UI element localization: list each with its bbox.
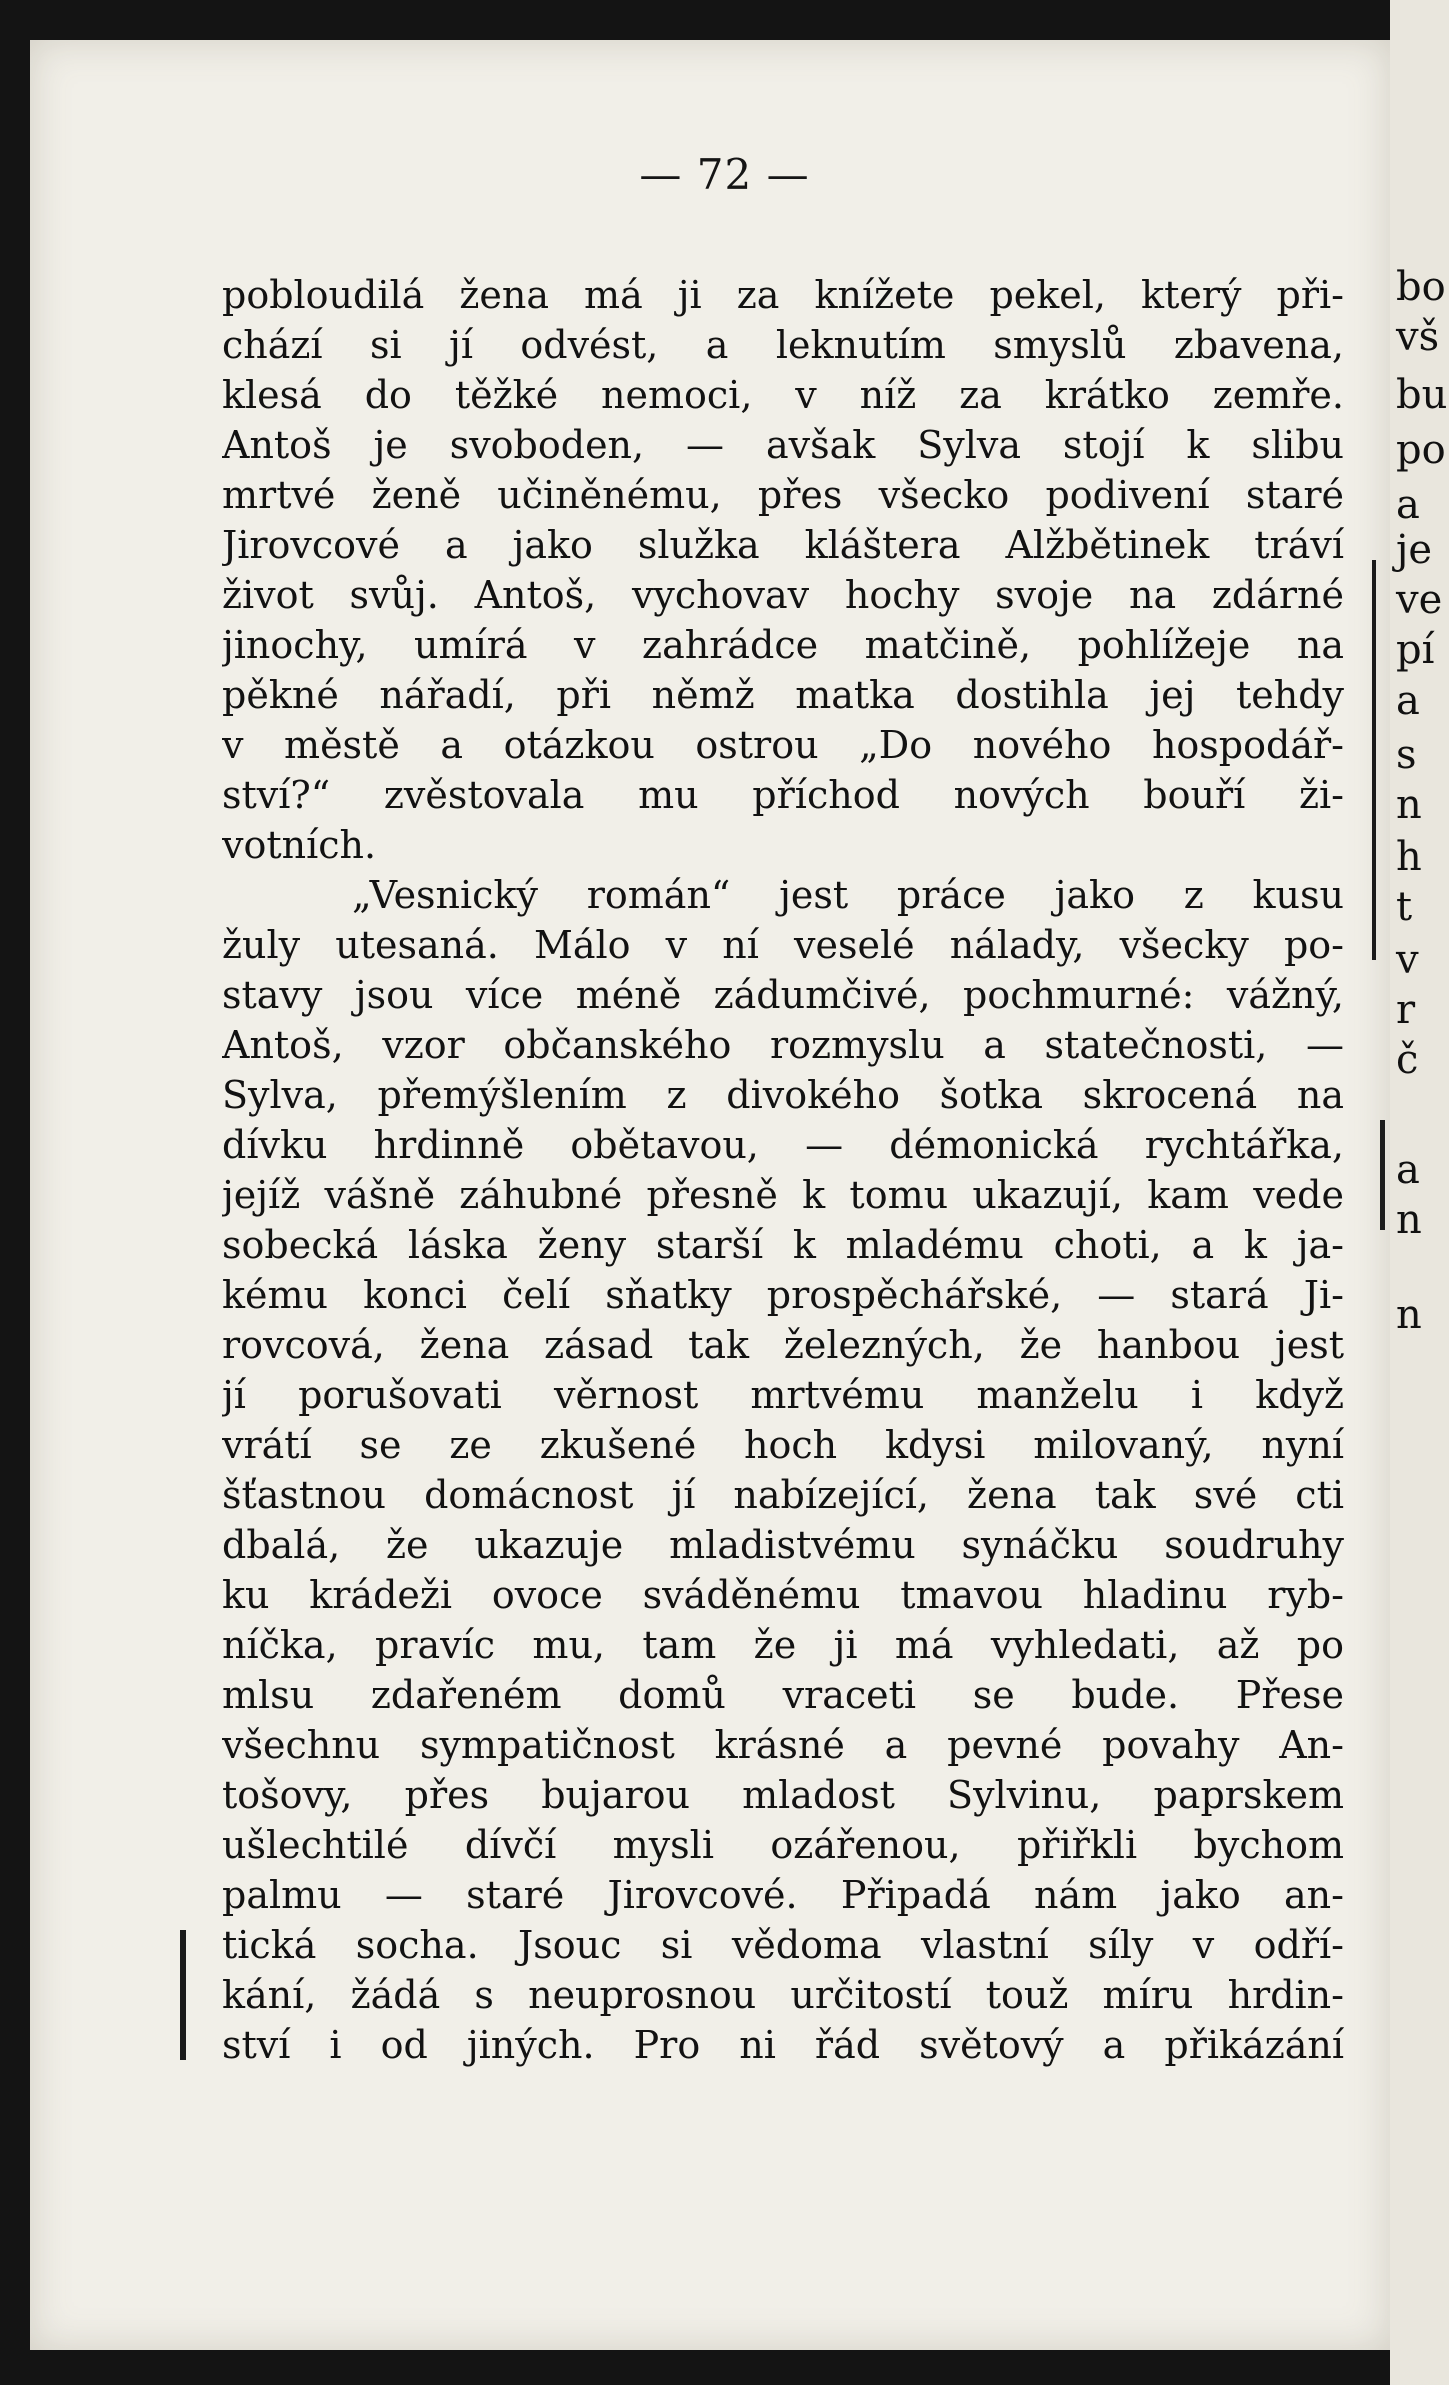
text-line: jinochy, umírá v zahrádce matčině, pohlížeje na xyxy=(222,623,1344,667)
text-line: Jirovcové a jako služka kláštera Alžbětinek tráví xyxy=(222,523,1344,567)
next-page-fragment: h xyxy=(1396,834,1422,880)
text-line: šťastnou domácnost jí nabízející, žena tak své cti xyxy=(222,1473,1344,1517)
margin-smudge xyxy=(180,1930,186,2060)
text-line: dbalá, že ukazuje mladistvému synáčku soudruhy xyxy=(222,1523,1344,1567)
text-line: dívku hrdinně obětavou, — démonická rychtářka, xyxy=(222,1123,1344,1167)
body-text xyxy=(222,270,1344,2070)
next-page-fragment: č xyxy=(1396,1037,1419,1083)
text-line: rovcová, žena zásad tak železných, že hanbou jest xyxy=(222,1323,1344,1367)
text-line: ství i od jiných. Pro ni řád světový a přikázání xyxy=(222,2023,1344,2067)
next-page-fragment: ve xyxy=(1396,577,1443,623)
text-line: žuly utesaná. Málo v ní veselé nálady, všecky po- xyxy=(222,923,1344,967)
next-page-fragment: bu xyxy=(1396,372,1448,418)
text-line: Antoš je svoboden, — avšak Sylva stojí k slibu xyxy=(222,423,1344,467)
text-line: chází si jí odvést, a leknutím smyslů zbavena, xyxy=(222,323,1344,367)
text-line: kému konci čelí sňatky prospěchářské, — stará Ji- xyxy=(222,1273,1344,1317)
text-line: kání, žádá s neuprosnou určitostí touž míru hrdin- xyxy=(222,1973,1344,2017)
next-page-fragment: a xyxy=(1396,1147,1420,1193)
text-line: pobloudilá žena má ji za knížete pekel, který při- xyxy=(222,273,1344,317)
next-page-fragment: t xyxy=(1396,884,1413,930)
text-line: palmu — staré Jirovcové. Připadá nám jako an- xyxy=(222,1873,1344,1917)
text-line: stavy jsou více méně zádumčivé, pochmurné: vážný, xyxy=(222,973,1344,1017)
text-line: votních. xyxy=(222,823,377,867)
text-line: tošovy, přes bujarou mladost Sylvinu, paprskem xyxy=(222,1773,1344,1817)
text-line: klesá do těžké nemoci, v níž za krátko zemře. xyxy=(222,373,1344,417)
text-line: vrátí se ze zkušené hoch kdysi milovaný, nyní xyxy=(222,1423,1344,1467)
next-page-edge xyxy=(1390,0,1449,2385)
text-line: jejíž vášně záhubné přesně k tomu ukazují, kam vede xyxy=(222,1173,1344,1217)
next-page-fragment: pí xyxy=(1396,627,1435,673)
text-line: „Vesnický román“ jest práce jako z kusu xyxy=(352,873,1344,917)
text-line: mlsu zdařeném domů vraceti se bude. Přese xyxy=(222,1673,1344,1717)
binding-shadow xyxy=(1372,560,1376,960)
next-page-fragment: v xyxy=(1396,937,1419,983)
next-page-fragment: s xyxy=(1396,732,1417,778)
next-page-fragment: n xyxy=(1396,1292,1422,1338)
next-page-fragment: po xyxy=(1396,427,1446,473)
next-page-fragment: a xyxy=(1396,482,1420,528)
text-line: mrtvé ženě učiněnému, přes všecko podivení staré xyxy=(222,473,1344,517)
page-number: — 72 — xyxy=(639,150,810,199)
binding-shadow xyxy=(1380,1120,1385,1230)
text-line: pěkné nářadí, při němž matka dostihla jej tehdy xyxy=(222,673,1344,717)
next-page-fragment: n xyxy=(1396,782,1422,828)
text-line: ku krádeži ovoce sváděnému tmavou hladinu ryb- xyxy=(222,1573,1344,1617)
text-line: Antoš, vzor občanského rozmyslu a statečnosti, — xyxy=(222,1023,1344,1067)
next-page-fragment: je xyxy=(1396,527,1433,573)
text-line: Sylva, přemýšlením z divokého šotka skrocená na xyxy=(222,1073,1344,1117)
text-line: níčka, pravíc mu, tam že ji má vyhledati, až po xyxy=(222,1623,1344,1667)
next-page-fragment: vš xyxy=(1396,314,1440,360)
text-line: ství?“ zvěstovala mu příchod nových bouří ži- xyxy=(222,773,1344,817)
next-page-fragment: r xyxy=(1396,987,1416,1033)
text-line: všechnu sympatičnost krásné a pevné povahy An- xyxy=(222,1723,1344,1767)
text-line: v městě a otázkou ostrou „Do nového hospodář- xyxy=(222,723,1344,767)
text-line: ušlechtilé dívčí mysli ozářenou, přiřkli bychom xyxy=(222,1823,1344,1867)
next-page-fragment: n xyxy=(1396,1197,1422,1243)
next-page-fragment: a xyxy=(1396,678,1420,724)
text-line: život svůj. Antoš, vychovav hochy svoje na zdárné xyxy=(222,573,1344,617)
text-line: tická socha. Jsouc si vědoma vlastní síly v odří- xyxy=(222,1923,1344,1967)
text-line: sobecká láska ženy starší k mladému choti, a k ja- xyxy=(222,1223,1344,1267)
next-page-fragment: bo xyxy=(1396,264,1446,310)
text-line: jí porušovati věrnost mrtvému manželu i když xyxy=(222,1373,1344,1417)
